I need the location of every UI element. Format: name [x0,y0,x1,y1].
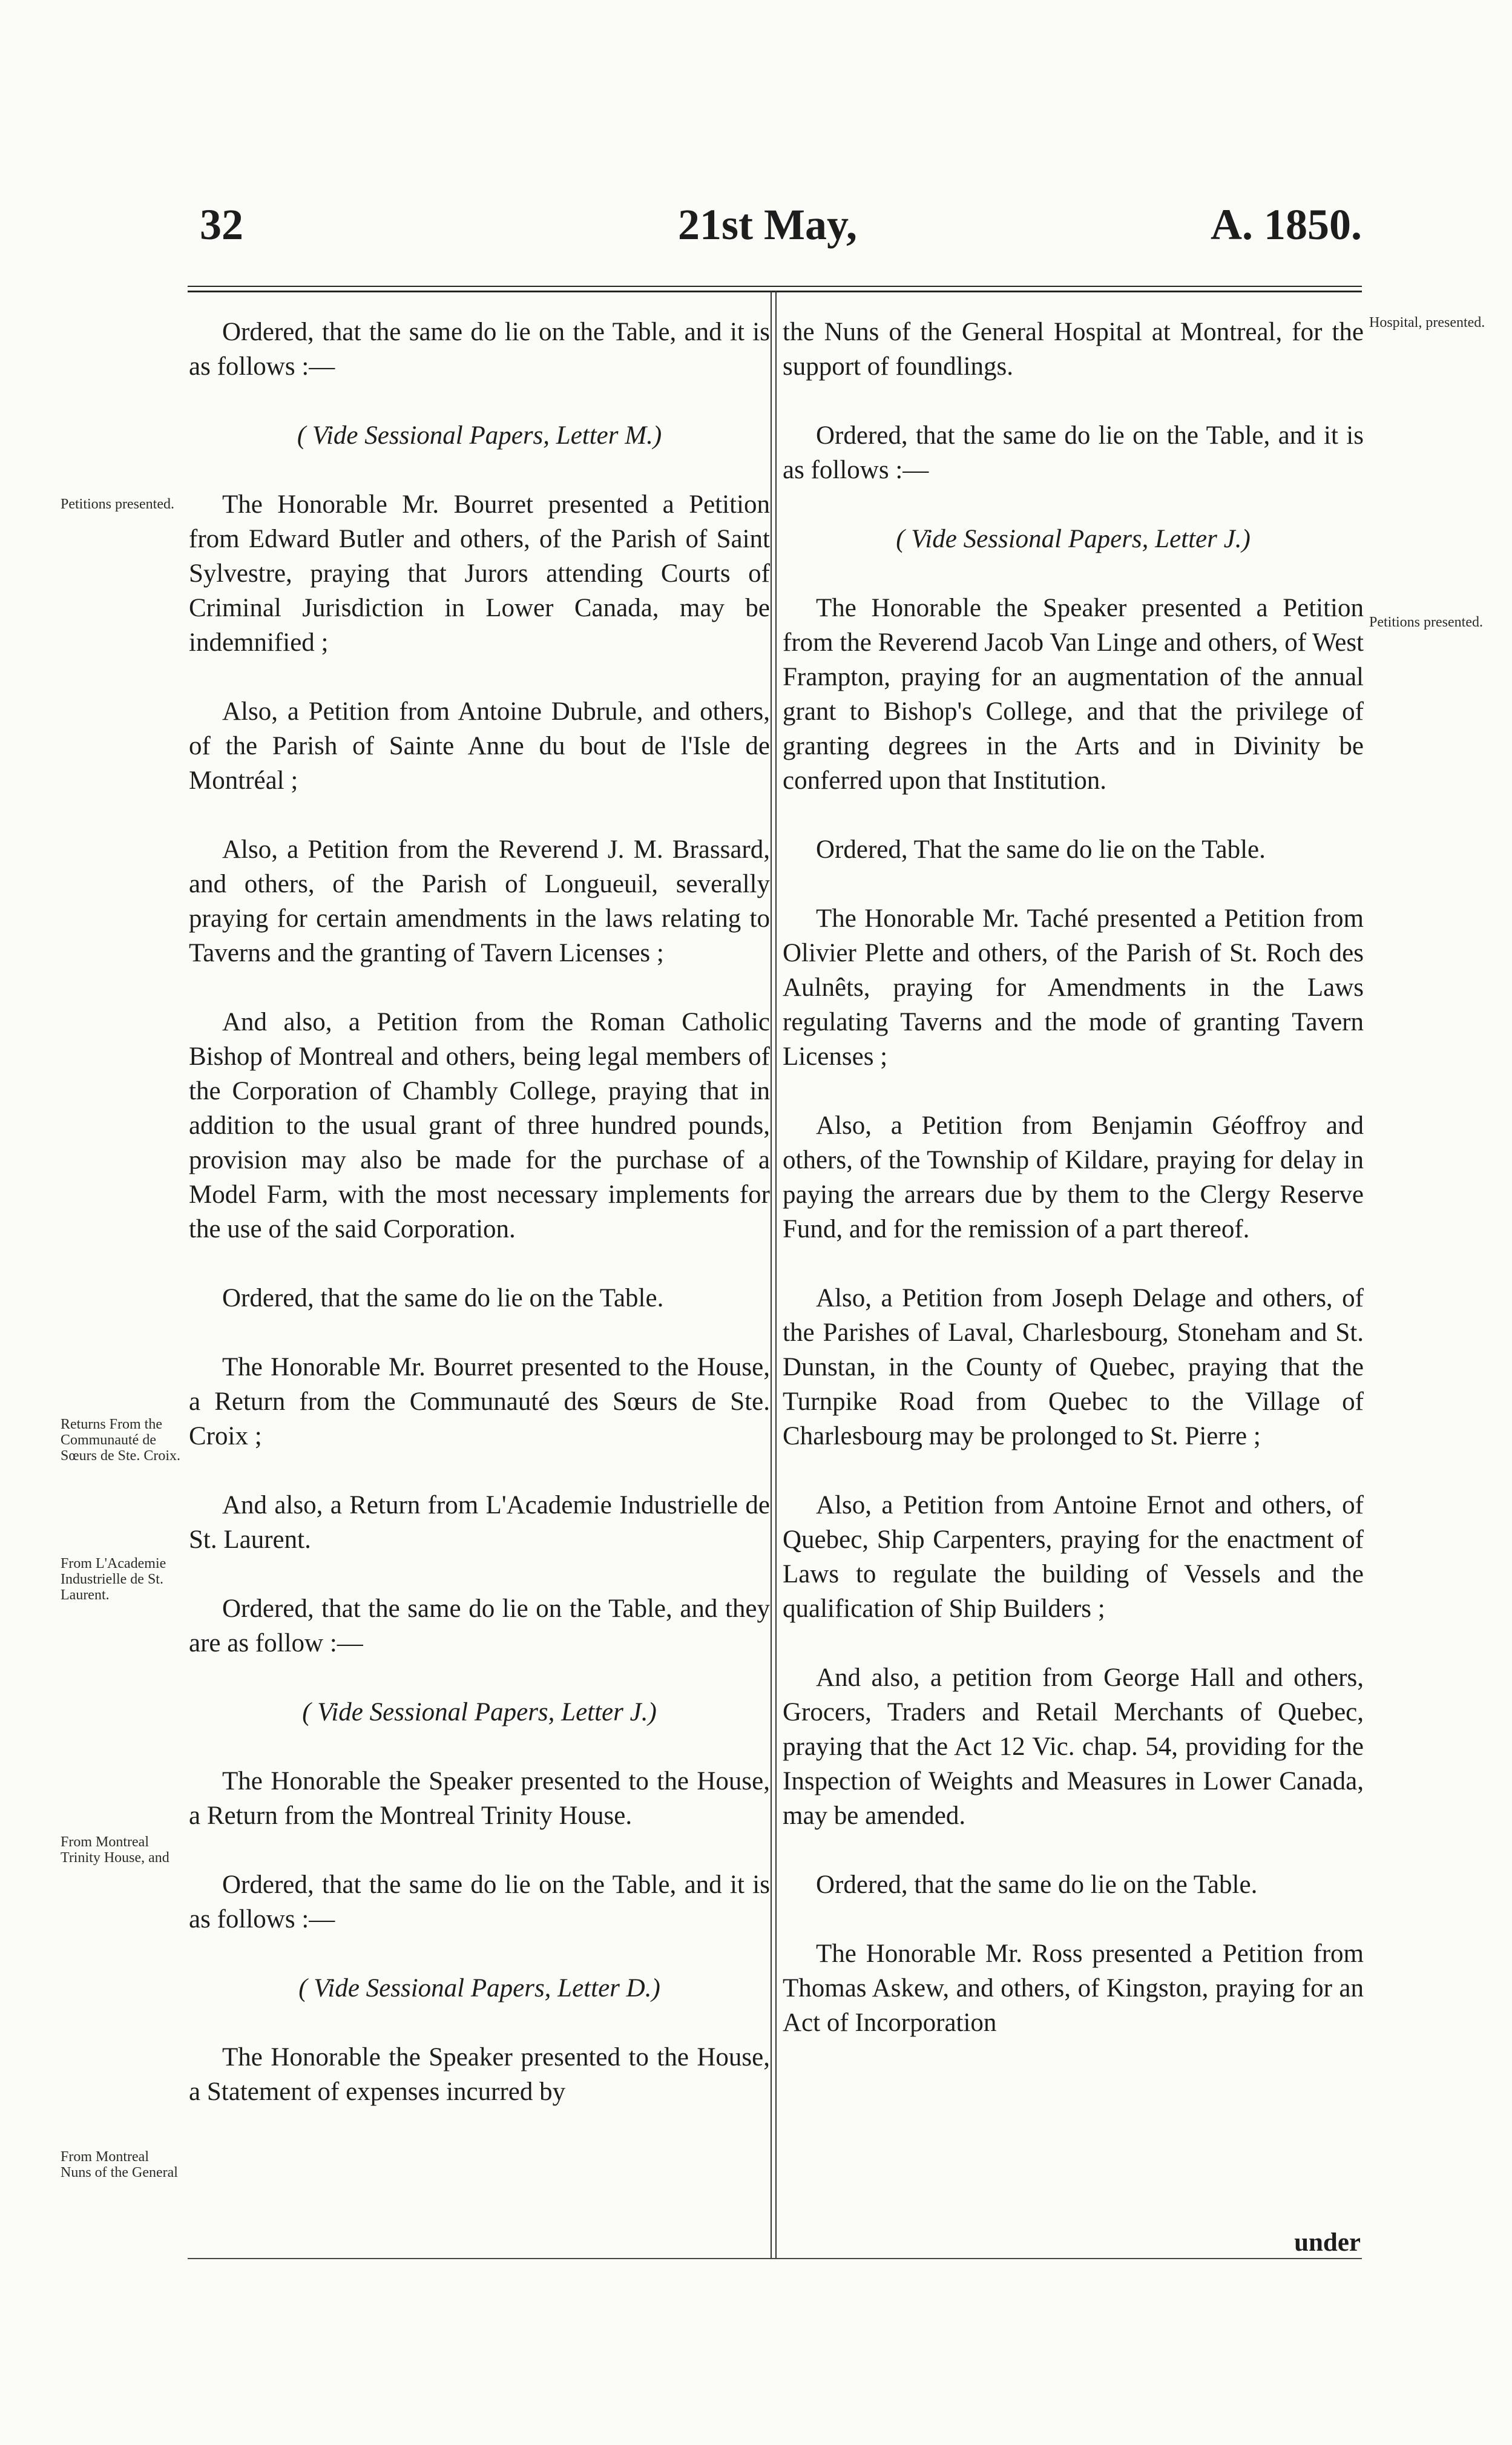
paragraph: Also, a Petition from Antoine Dubrule, and others, of the Parish of Sainte Anne du bout de l'Isle de Montréal ; [189,697,770,795]
paragraph: Ordered, that the same do lie on the Table, and it is as follows :— [189,318,770,381]
vide-reference: ( Vide Sessional Papers, Letter M.) [297,421,662,450]
page-number: 32 [200,200,243,249]
paragraph: Ordered, That the same do lie on the Table. [816,835,1266,864]
vide-reference: ( Vide Sessional Papers, Letter D.) [298,1974,660,2002]
left-column [189,315,770,2109]
margin-note: Petitions presented. [61,496,174,512]
margin-note: From Montreal Trinity House, and [61,1834,169,1866]
paragraph: Ordered, that the same do lie on the Table. [222,1284,664,1312]
page-year: A. 1850. [1211,200,1362,249]
paragraph: And also, a Return from L'Academie Industrielle de St. Laurent. [189,1491,770,1554]
paragraph: The Honorable Mr. Bourret presented to the House, a Return from the Communauté des Sœurs de Ste. Croix ; [189,1353,770,1450]
paragraph: And also, a Petition from the Roman Catholic Bishop of Montreal and others, being legal members of the Corporation of Chambly College, praying that in addition to the usual grant of three hundred pounds, provision may also be made for the purchase of a Model Farm, with the most necessary implements for the use of the said Corporation. [189,1008,770,1243]
margin-note: Petitions presented. [1369,614,1483,630]
margin-note: Hospital, presented. [1369,315,1485,331]
paragraph: Also, a Petition from Benjamin Géoffroy and others, of the Township of Kildare, praying for delay in paying the arrears due by them to the Clergy Reserve Fund, and for the remission of a part thereof. [783,1111,1364,1243]
right-column [783,315,1364,2040]
margin-note: Returns From the Communauté de Sœurs de Ste. Croix. [61,1417,180,1464]
paragraph: The Honorable the Speaker presented to the House, a Statement of expenses incurred by [189,2043,770,2106]
footer-rule [188,2258,1362,2259]
paragraph: The Honorable the Speaker presented to the House, a Return from the Montreal Trinity House. [189,1767,770,1830]
paragraph: The Honorable Mr. Ross presented a Petition from Thomas Askew, and others, of Kingston, praying for an Act of Incorporation [783,1940,1364,2037]
page-date: 21st May, [678,200,857,249]
vide-reference: ( Vide Sessional Papers, Letter J.) [896,525,1251,553]
margin-note: From Montreal Nuns of the General [61,2149,178,2180]
paragraph: Also, a Petition from Joseph Delage and others, of the Parishes of Laval, Charlesbourg, Stoneham and St. Dunstan, in the County of Quebec, praying that the Turnpike Road from Quebec to the Village of Charlesbourg may be prolonged to St. Pierre ; [783,1284,1364,1450]
catchword: under [1294,2228,1361,2257]
paragraph: Ordered, that the same do lie on the Table, and they are as follow :— [189,1594,770,1657]
paragraph: Also, a Petition from Antoine Ernot and others, of Quebec, Ship Carpenters, praying for the enactment of Laws to regulate the building of Vessels and the qualification of Ship Builders ; [783,1491,1364,1623]
page-header [182,200,1362,266]
paragraph: the Nuns of the General Hospital at Montreal, for the support of foundlings. [783,318,1364,381]
paragraph: Ordered, that the same do lie on the Table, and it is as follows :— [783,421,1364,484]
paragraph: The Honorable the Speaker presented a Petition from the Reverend Jacob Van Linge and others, of West Frampton, praying for an augmentation of the annual grant to Bishop's College, and that the privilege of granting degrees in the Arts and in Divinity be conferred upon that Institution. [783,594,1364,795]
paragraph: The Honorable Mr. Taché presented a Petition from Olivier Plette and others, of the Parish of St. Roch des Aulnêts, praying for Amendments in the Laws regulating Taverns and the mode of granting Tavern Licenses ; [783,904,1364,1071]
column-divider [771,291,777,2258]
paragraph: The Honorable Mr. Bourret presented a Petition from Edward Butler and others, of the Parish of Saint Sylvestre, praying that Jurors attending Courts of Criminal Jurisdiction in Lower Canada, may be indemnified ; [189,490,770,657]
paragraph: Ordered, that the same do lie on the Table, and it is as follows :— [189,1871,770,1933]
paragraph: And also, a petition from George Hall and others, Grocers, Traders and Retail Merchants of Quebec, praying that the Act 12 Vic. chap. 54, providing for the Inspection of Weights and Measures in Lower Canada, may be amended. [783,1663,1364,1830]
vide-reference: ( Vide Sessional Papers, Letter J.) [302,1698,657,1726]
paragraph: Also, a Petition from the Reverend J. M. Brassard, and others, of the Parish of Longueuil, severally praying for certain amendments in the laws relating to Taverns and the granting of Tavern Licenses ; [189,835,770,967]
margin-note: From L'Academie Industrielle de St. Laurent. [61,1556,166,1603]
paragraph: Ordered, that the same do lie on the Table. [816,1871,1258,1899]
